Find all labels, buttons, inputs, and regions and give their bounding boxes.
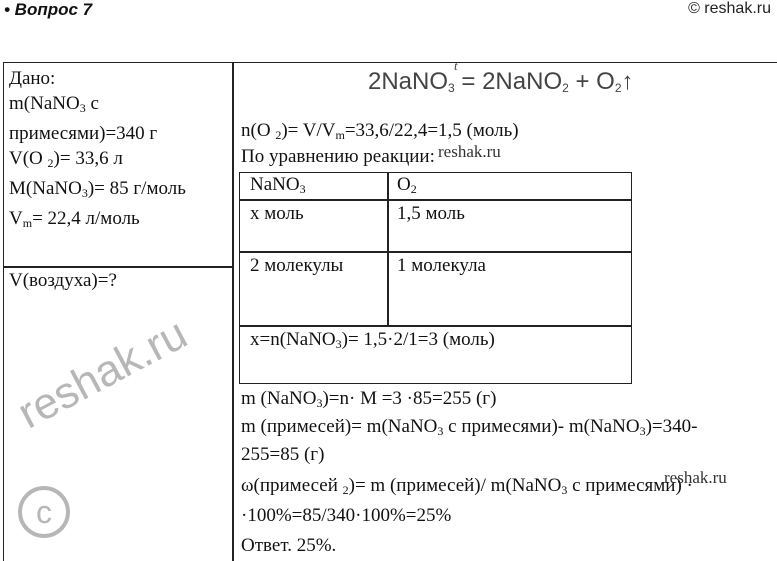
condition-t: t xyxy=(454,58,458,73)
given-line: m(NaNO$_3$ с xyxy=(9,93,99,115)
given-line: примесями)=340 г xyxy=(9,123,158,144)
impurity-mass-line: m (примесей)= m(NaNO$_3$ с примесями)- m(NaNO$_3$)=340- xyxy=(241,416,698,438)
impurity-mass-cont: 255=85 (г) xyxy=(241,444,325,465)
impurity-fraction-cont: ·100%=85/340·100%=25% xyxy=(241,505,452,526)
given-find-divider xyxy=(3,266,233,268)
table-cell: 1 молекула xyxy=(397,255,486,276)
table-header-nano3: NaNO$_3$ xyxy=(250,174,306,196)
table-cell: 1,5 моль xyxy=(397,203,465,224)
moles-o2-line: n(O $_2)= V/V_m=33,6/22,4=1,5$ (моль) xyxy=(241,120,519,142)
reaction-equation: 2NaNO$_3$ = t 2NaNO$_2$ + $O_2↑$ xyxy=(368,58,634,95)
watermark-text: reshak.ru xyxy=(664,468,727,487)
copyright-icon: c xyxy=(18,486,70,538)
answer-line: Ответ. 25%. xyxy=(241,535,337,556)
table-result: x=n(NaNO$_3$)= 1,5·2/1=3 (моль) xyxy=(250,329,495,351)
given-block xyxy=(9,66,186,236)
proportion-table xyxy=(239,172,632,384)
column-divider xyxy=(232,62,234,561)
find-text: V(воздуха)=? xyxy=(9,270,117,291)
table-header-o2: $O_2$ xyxy=(397,174,417,196)
question-title: • Вопрос 7 xyxy=(4,0,93,19)
site-credit: © reshak.ru xyxy=(688,0,771,17)
given-line: $V_m= 22,4$ л/моль xyxy=(9,208,140,230)
watermark-text: reshak.ru xyxy=(438,142,501,161)
watermark-logo: reshak.ru xyxy=(10,308,195,439)
by-equation-line: По уравнению реакции: xyxy=(241,146,435,167)
given-title: Дано: xyxy=(9,68,56,89)
impurity-fraction-line: ω(примесей $_2$)= m (примесей)/ m(NaNO$_3$ с примесями) · xyxy=(241,475,693,497)
table-cell: 2 молекулы xyxy=(250,255,344,276)
table-cell: x моль xyxy=(250,203,304,224)
given-line: M(NaNO$_3$)= 85 г/моль xyxy=(9,178,186,200)
given-line: V(O $_2$)= 33,6 л xyxy=(9,148,123,170)
mass-nano3-line: m (NaNO$_3$)=n· M =3 ·85=255 (г) xyxy=(241,388,497,410)
